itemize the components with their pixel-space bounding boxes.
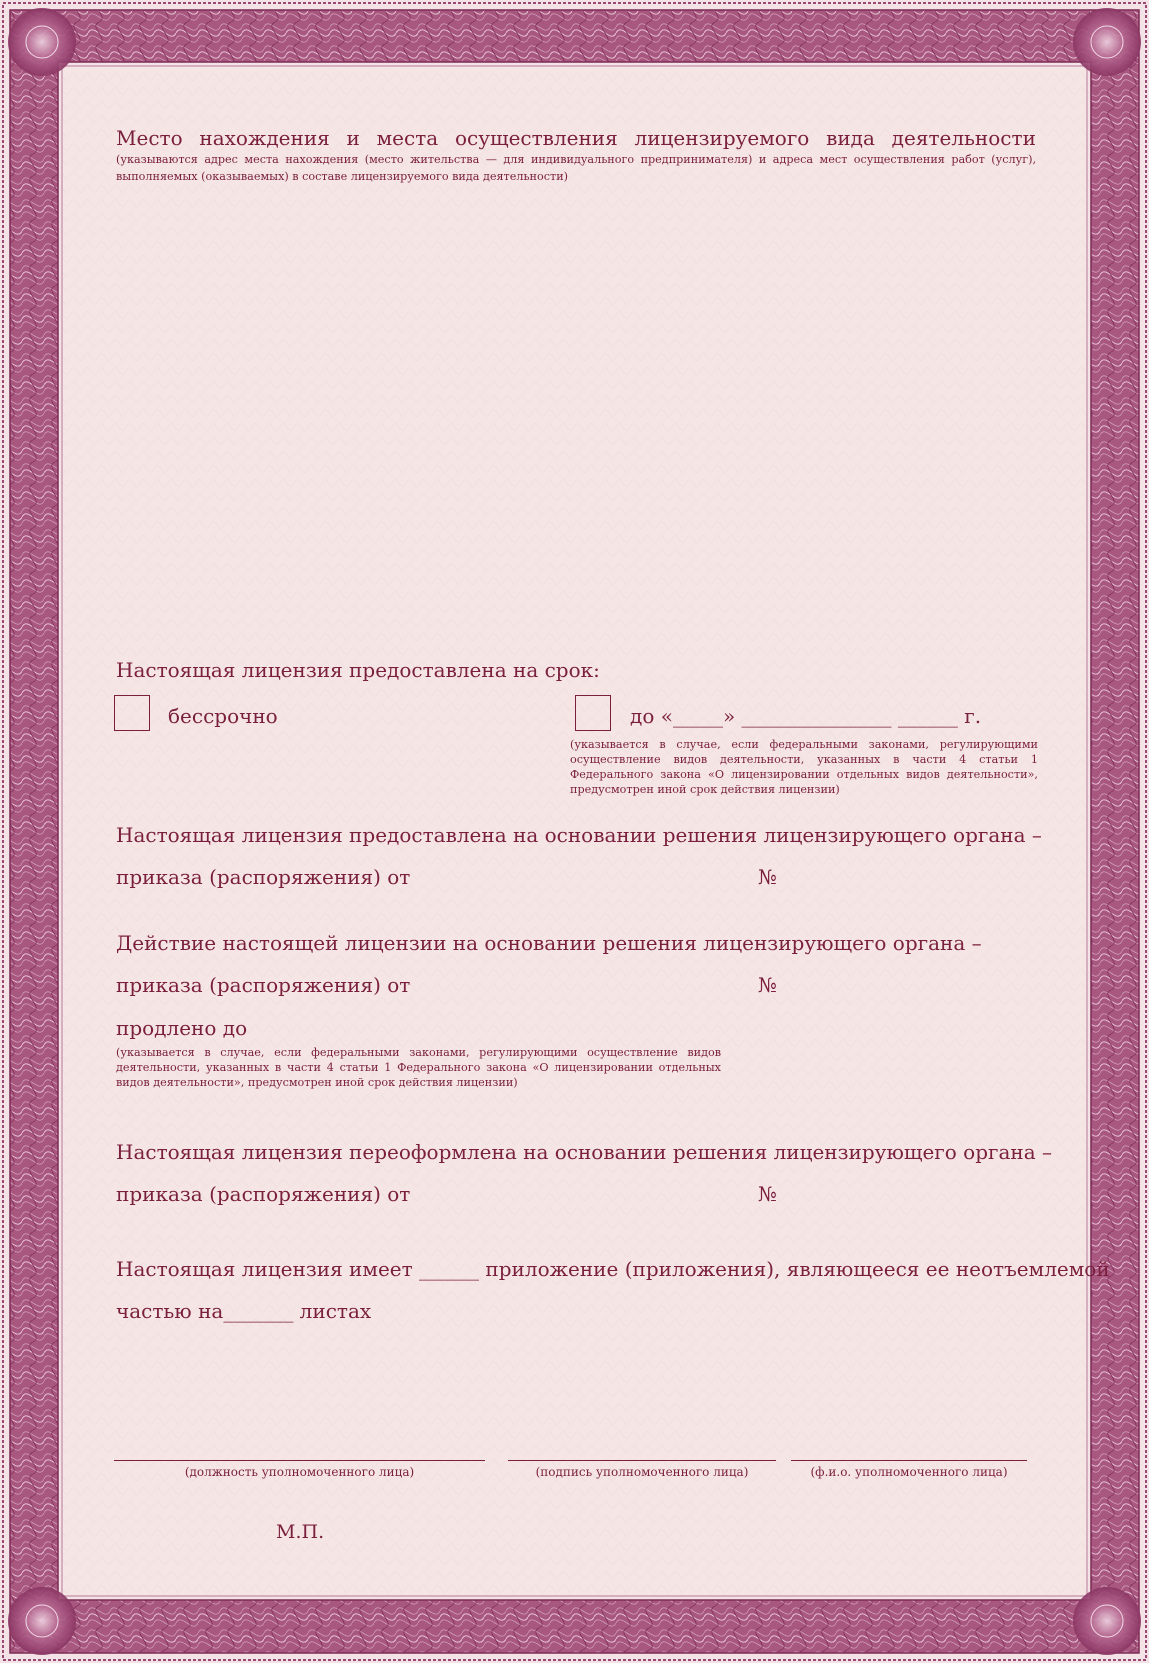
grant-title: Настоящая лицензия предоставлена на основании решения лицензирующего органа –	[116, 823, 1042, 847]
until-checkbox[interactable]	[575, 695, 611, 731]
term-title: Настоящая лицензия предоставлена на срок:	[116, 658, 600, 682]
reissue-order-label: приказа (распоряжения) от	[116, 1182, 411, 1206]
signature-line	[508, 1460, 776, 1461]
until-note: (указывается в случае, если федеральными законами, регулирующими осуществление видов деятельности, указанных в части 4 статьи 1 Федерального закона «О лицензировании отдельных видов деятельности», предусмотрен иной срок действия лицензии)	[570, 738, 1038, 796]
grant-number-label: №	[758, 865, 777, 889]
position-signature-line	[114, 1460, 485, 1461]
grant-order-label: приказа (распоряжения) от	[116, 865, 411, 889]
position-caption: (должность уполномоченного лица)	[184, 1465, 415, 1479]
extension-number-label: №	[758, 973, 777, 997]
location-title-word: вида	[826, 126, 875, 150]
location-title-word: нахождения	[199, 126, 330, 150]
location-title-word: места	[376, 126, 439, 150]
extension-note: (указывается в случае, если федеральными законами, регулирующими осуществление видов деятельности, указанных в части 4 статьи 1 Федерального закона «О лицензировании отдельных видов деятельности», предусмотрен иной срок действия лицензии)	[116, 1046, 721, 1089]
reissue-title: Настоящая лицензия переоформлена на основании решения лицензирующего органа –	[116, 1140, 1053, 1164]
appendix-line2: частью на_______ листах	[116, 1299, 372, 1323]
location-title-word: и	[346, 126, 360, 150]
appendix-line1: Настоящая лицензия имеет ______ приложение (приложения), являющееся ее неотъемлемой	[116, 1257, 1110, 1281]
location-title-word: деятельности	[891, 126, 1036, 150]
location-note-line1: (указываются адрес места нахождения (место жительства — для индивидуального предпринимателя) и адреса мест осуществления работ (услуг),	[116, 153, 1036, 166]
name-caption: (ф.и.о. уполномоченного лица)	[810, 1465, 1008, 1479]
until-date-field[interactable]: до «_____» _______________ ______ г.	[630, 704, 982, 728]
extension-order-label: приказа (распоряжения) от	[116, 973, 411, 997]
location-note-line2: выполняемых (оказываемых) в составе лицензируемого вида деятельности)	[116, 170, 569, 183]
location-title-word: лицензируемого	[634, 126, 810, 150]
reissue-number-label: №	[758, 1182, 777, 1206]
name-signature-line	[791, 1460, 1027, 1461]
location-title-word: осуществления	[454, 126, 618, 150]
extended-until-label: продлено до	[116, 1016, 248, 1040]
signature-caption: (подпись уполномоченного лица)	[535, 1465, 749, 1479]
unlimited-label: бессрочно	[168, 704, 278, 728]
unlimited-checkbox[interactable]	[114, 695, 150, 731]
location-title-word: Место	[116, 126, 183, 150]
extension-title: Действие настоящей лицензии на основании решения лицензирующего органа –	[116, 931, 982, 955]
location-title	[116, 128, 1036, 148]
stamp-label: М.П.	[276, 1521, 325, 1543]
